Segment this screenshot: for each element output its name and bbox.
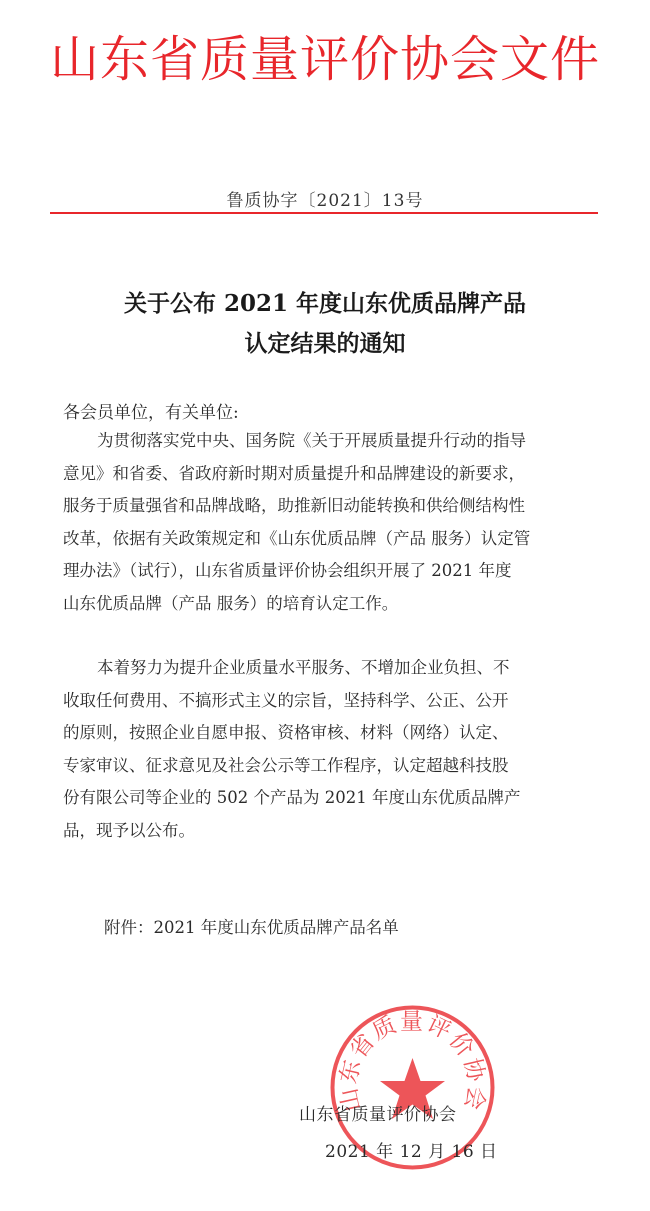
paragraph-2-line: 品，现予以公布。: [63, 820, 195, 840]
seal-text-path: 山东省质量评价协会: [335, 1009, 490, 1114]
notice-title-line-2: 认定结果的通知: [244, 330, 406, 357]
signature-date: 2021 年 12 月 16 日: [325, 1142, 498, 1162]
paragraph-1-line: 服务于质量强省和品牌战略，助推新旧动能转换和供给侧结构性: [63, 496, 525, 515]
paragraph-2-line: 的原则，按照企业自愿申报、资格审核、材料（网络）认定、: [63, 723, 509, 742]
paragraph-2: [63, 652, 605, 847]
paragraph-1-line: 理办法》（试行），山东省质量评价协会组织开展了 2021 年度: [63, 561, 512, 580]
paragraph-2-line: 收取任何费用、不搞形式主义的宗旨，坚持科学、公正、公开: [63, 690, 509, 710]
paragraph-2-line: 份有限公司等企业的 502 个产品为 2021 年度山东优质品牌产: [63, 788, 521, 807]
header-divider: [50, 212, 598, 214]
document-header-title: 山东省质量评价协会文件: [49, 31, 600, 88]
paragraph-2-line: 本着努力为提升企业质量水平服务、不增加企业负担、不: [97, 658, 510, 677]
salutation: 各会员单位，有关单位:: [63, 403, 239, 423]
signature-organization: 山东省质量评价协会: [299, 1105, 457, 1125]
document-number: 鲁质协字〔2021〕13号: [226, 191, 424, 211]
notice-title-line-1: 关于公布 2021 年度山东优质品牌产品: [123, 290, 527, 317]
attachment-note: 附件：2021 年度山东优质品牌产品名单: [104, 918, 399, 937]
paragraph-1-line: 改革，依据有关政策规定和《山东优质品牌（产品 服务）认定管: [63, 528, 531, 548]
paragraph-2-line: 专家审议、征求意见及社会公示等工作程序，认定超越科技股: [63, 755, 509, 775]
paragraph-1-line: 为贯彻落实党中央、国务院《关于开展质量提升行动的指导: [97, 431, 526, 450]
paragraph-1: [63, 425, 605, 620]
paragraph-1-line: 山东优质品牌（产品 服务）的培育认定工作。: [63, 593, 399, 613]
paragraph-1-line: 意见》和省委、省政府新时期对质量提升和品牌建设的新要求，: [63, 463, 525, 483]
